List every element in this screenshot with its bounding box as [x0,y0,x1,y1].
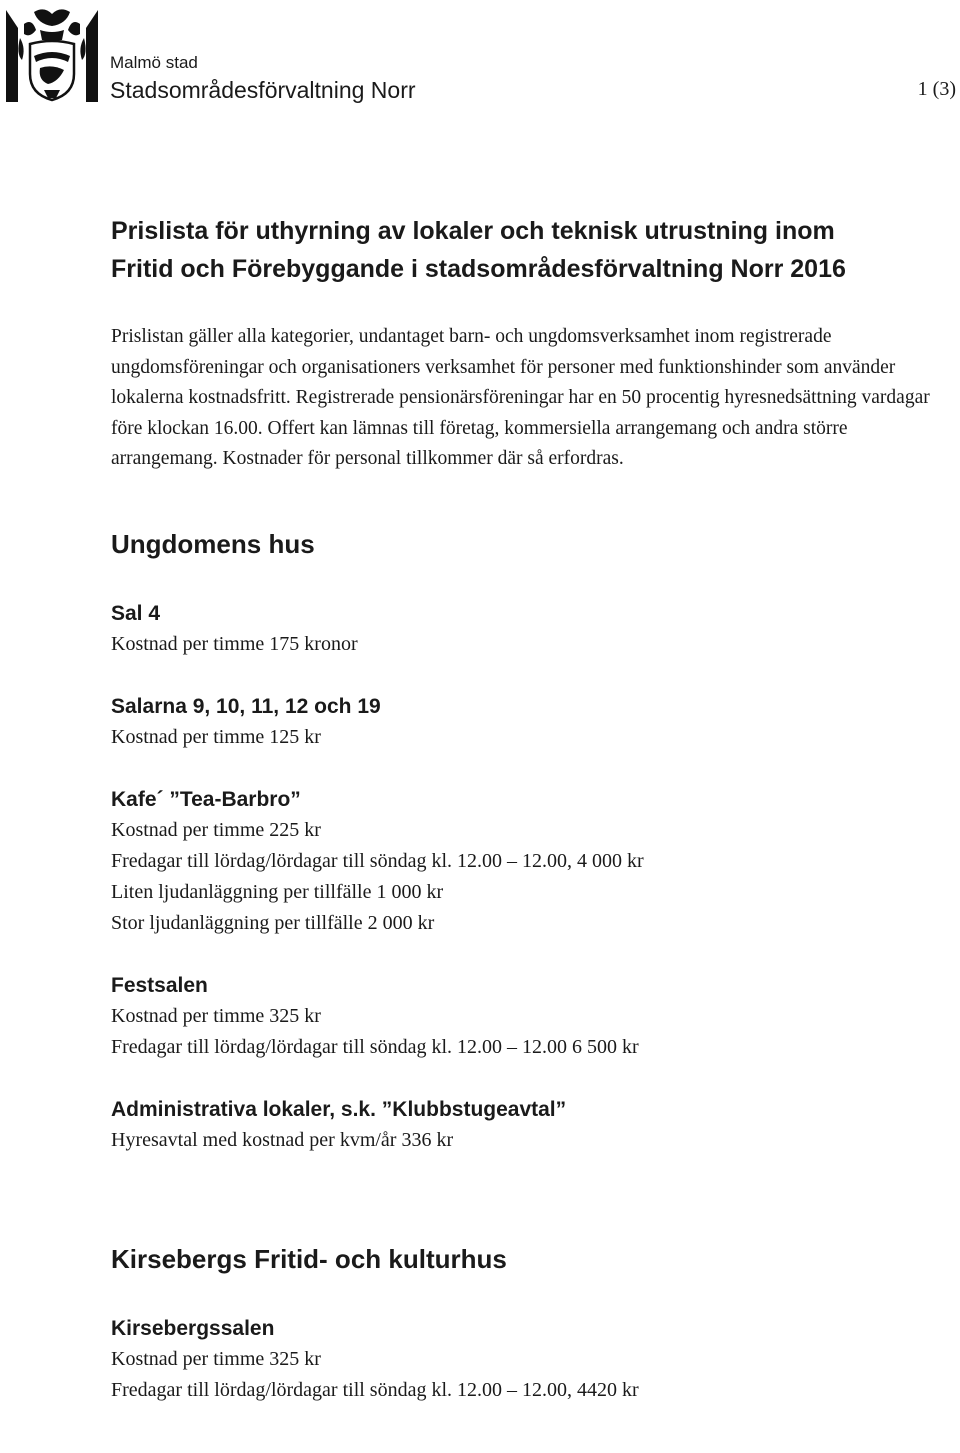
room-name: Festsalen [111,973,208,997]
room-price-line: Kostnad per timme 325 kr [111,1347,321,1370]
room-price-line: Kostnad per timme 225 kr [111,818,321,841]
room-price-line: Liten ljudanläggning per tillfälle 1 000 kr [111,880,444,903]
room-name: Kafe´ ”Tea-Barbro” [111,787,301,811]
section-kirsebergs-fritid [111,1242,957,1406]
document-title [111,212,957,288]
room-price-line: Fredagar till lördag/lördagar till söndag kl. 12.00 – 12.00, 4 000 kr [111,849,644,872]
room-price-line: Kostnad per timme 125 kr [111,725,321,748]
document-body [111,212,957,1406]
malmo-coat-of-arms-icon [4,4,100,104]
room-price-line: Stor ljudanläggning per tillfälle 2 000 kr [111,911,435,934]
document-title-line-1: Prislista för uthyrning av lokaler och teknisk utrustning inom [111,217,835,245]
room-administrativa-lokaler [111,1095,957,1156]
room-price-line: Hyresavtal med kostnad per kvm/år 336 kr [111,1128,454,1151]
room-sal-4 [111,599,957,660]
room-kirsebergssalen [111,1314,957,1406]
room-name: Administrativa lokaler, s.k. ”Klubbstugeavtal” [111,1097,567,1121]
room-festsalen [111,971,957,1063]
intro-paragraph: Prislistan gäller alla kategorier, undantaget barn- och ungdomsverksamhet inom registrerade ungdomsföreningar och organisationers verksamhet för personer med funktionshinder som använder lokalerna kostnadsfritt. Registrerade pensionärsföreningar har en 50 procentig hyresnedsättning vardagar före klockan 16.00. Offert kan lämnas till företag, kommersiella arrangemang och andra större arrangemang. Kostnader för personal tillkommer där så erfordras. [111,326,930,470]
room-price-line: Fredagar till lördag/lördagar till söndag kl. 12.00 – 12.00 6 500 kr [111,1035,639,1058]
document-title-line-2: Fritid och Förebyggande i stadsområdesförvaltning Norr 2016 [111,255,846,283]
room-name: Salarna 9, 10, 11, 12 och 19 [111,694,381,718]
section-ungdomens-hus [111,527,957,1156]
room-kafe-tea-barbro [111,785,957,939]
room-name: Kirsebergssalen [111,1316,275,1340]
room-price-line: Fredagar till lördag/lördagar till söndag kl. 12.00 – 12.00, 4420 kr [111,1378,639,1401]
org-city: Malmö stad [110,53,198,72]
room-price-line: Kostnad per timme 175 kronor [111,632,358,655]
section-title: Ungdomens hus [111,528,315,559]
room-name: Sal 4 [111,601,161,625]
room-price-line: Kostnad per timme 325 kr [111,1004,321,1027]
room-salarna [111,692,957,753]
org-name: Stadsområdesförvaltning Norr [110,77,416,103]
section-title: Kirsebergs Fritid- och kulturhus [111,1243,507,1274]
page-number: 1 (3) [917,78,956,100]
organization-header [110,52,416,105]
